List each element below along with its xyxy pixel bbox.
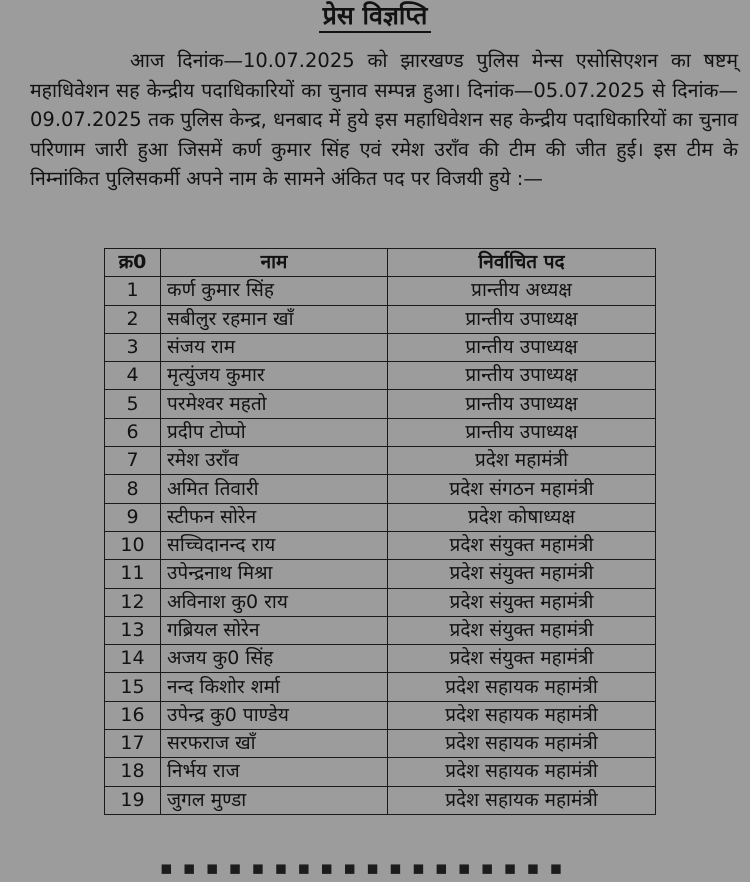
row-elected-post: प्रदेश कोषाध्यक्ष — [388, 503, 656, 531]
row-name: उपेन्द्रनाथ मिश्रा — [161, 560, 388, 588]
table-row — [105, 305, 656, 333]
row-serial-number: 3 — [105, 333, 161, 361]
table-row — [105, 645, 656, 673]
row-name: स्टीफन सोरेन — [161, 503, 388, 531]
row-name: अमित तिवारी — [161, 475, 388, 503]
row-elected-post: प्रान्तीय अध्यक्ष — [388, 277, 656, 305]
document-title — [0, 0, 750, 32]
row-serial-number: 9 — [105, 503, 161, 531]
row-name: संजय राम — [161, 333, 388, 361]
row-elected-post: प्रान्तीय उपाध्यक्ष — [388, 333, 656, 361]
table-row — [105, 277, 656, 305]
row-name: सरफराज खाँ — [161, 730, 388, 758]
header-name: नाम — [161, 249, 388, 277]
row-elected-post: प्रदेश सहायक महामंत्री — [388, 730, 656, 758]
row-name: उपेन्द्र कु0 पाण्डेय — [161, 701, 388, 729]
title-text: प्रेस विज्ञप्ति — [319, 1, 432, 33]
row-serial-number: 6 — [105, 418, 161, 446]
table-row — [105, 362, 656, 390]
table-row — [105, 730, 656, 758]
row-serial-number: 1 — [105, 277, 161, 305]
table-row — [105, 531, 656, 559]
row-name: अविनाश कु0 राय — [161, 588, 388, 616]
row-serial-number: 11 — [105, 560, 161, 588]
row-name: मृत्युंजय कुमार — [161, 362, 388, 390]
row-elected-post: प्रदेश संयुक्त महामंत्री — [388, 588, 656, 616]
row-serial-number: 14 — [105, 645, 161, 673]
row-elected-post: प्रदेश महामंत्री — [388, 447, 656, 475]
row-name: परमेश्वर महतो — [161, 390, 388, 418]
row-elected-post: प्रदेश सहायक महामंत्री — [388, 786, 656, 814]
row-elected-post: प्रदेश संयुक्त महामंत्री — [388, 531, 656, 559]
table-row — [105, 503, 656, 531]
row-serial-number: 2 — [105, 305, 161, 333]
row-elected-post: प्रदेश संगठन महामंत्री — [388, 475, 656, 503]
row-serial-number: 13 — [105, 616, 161, 644]
row-name: जुगल मुण्डा — [161, 786, 388, 814]
row-serial-number: 18 — [105, 758, 161, 786]
row-serial-number: 15 — [105, 673, 161, 701]
table-header-row — [105, 249, 656, 277]
row-name: कर्ण कुमार सिंह — [161, 277, 388, 305]
cut-off-next-line: ▪ ▪ ▪ ▪ ▪ ▪ ▪ ▪ ▪ ▪ ▪ ▪ ▪ ▪ ▪ ▪ ▪ ▪ — [160, 857, 565, 879]
row-elected-post: प्रान्तीय उपाध्यक्ष — [388, 418, 656, 446]
table-row — [105, 447, 656, 475]
winners-table — [104, 248, 656, 815]
table-row — [105, 758, 656, 786]
intro-paragraph: आज दिनांक—10.07.2025 को झारखण्ड पुलिस मेन्स एसोसिएशन का षष्टम् महाधिवेशन सह केन्द्रीय पदाधिकारियों का चुनाव सम्पन्न हुआ। दिनांक—05.07.2025 से दिनांक—09.07.2025 तक पुलिस केन्द्र, धनबाद में हुये इस महाधिवेशन सह केन्द्रीय पदाधिकारियों का चुनाव परिणाम जारी हुआ जिसमें कर्ण कुमार सिंह एवं रमेश उराँव की टीम की जीत हुई। इस टीम के निम्नांकित पुलिसकर्मी अपने नाम के सामने अंकित पद पर विजयी हुये :— — [30, 49, 738, 190]
row-name: सबीलुर रहमान खाँ — [161, 305, 388, 333]
row-elected-post: प्रदेश संयुक्त महामंत्री — [388, 560, 656, 588]
row-serial-number: 7 — [105, 447, 161, 475]
table-row — [105, 616, 656, 644]
table-row — [105, 475, 656, 503]
row-serial-number: 19 — [105, 786, 161, 814]
table-row — [105, 673, 656, 701]
row-elected-post: प्रदेश सहायक महामंत्री — [388, 701, 656, 729]
row-elected-post: प्रान्तीय उपाध्यक्ष — [388, 390, 656, 418]
table-row — [105, 418, 656, 446]
row-elected-post: प्रान्तीय उपाध्यक्ष — [388, 305, 656, 333]
table-body — [105, 277, 656, 815]
row-name: अजय कु0 सिंह — [161, 645, 388, 673]
row-name: नन्द किशोर शर्मा — [161, 673, 388, 701]
row-elected-post: प्रदेश सहायक महामंत्री — [388, 673, 656, 701]
row-serial-number: 17 — [105, 730, 161, 758]
table-row — [105, 333, 656, 361]
row-serial-number: 8 — [105, 475, 161, 503]
table-row — [105, 588, 656, 616]
row-serial-number: 10 — [105, 531, 161, 559]
row-serial-number: 4 — [105, 362, 161, 390]
row-elected-post: प्रदेश सहायक महामंत्री — [388, 758, 656, 786]
row-serial-number: 16 — [105, 701, 161, 729]
table-row — [105, 701, 656, 729]
table-row — [105, 560, 656, 588]
row-serial-number: 12 — [105, 588, 161, 616]
header-serial-number: क्र0 — [105, 249, 161, 277]
row-elected-post: प्रदेश संयुक्त महामंत्री — [388, 645, 656, 673]
row-name: प्रदीप टोप्पो — [161, 418, 388, 446]
table-row — [105, 786, 656, 814]
row-elected-post: प्रदेश संयुक्त महामंत्री — [388, 616, 656, 644]
table-row — [105, 390, 656, 418]
row-elected-post: प्रान्तीय उपाध्यक्ष — [388, 362, 656, 390]
row-name: रमेश उराँव — [161, 447, 388, 475]
row-name: निर्भय राज — [161, 758, 388, 786]
row-name: सच्चिदानन्द राय — [161, 531, 388, 559]
row-serial-number: 5 — [105, 390, 161, 418]
header-elected-post: निर्वाचित पद — [388, 249, 656, 277]
row-name: गब्रियल सोरेन — [161, 616, 388, 644]
